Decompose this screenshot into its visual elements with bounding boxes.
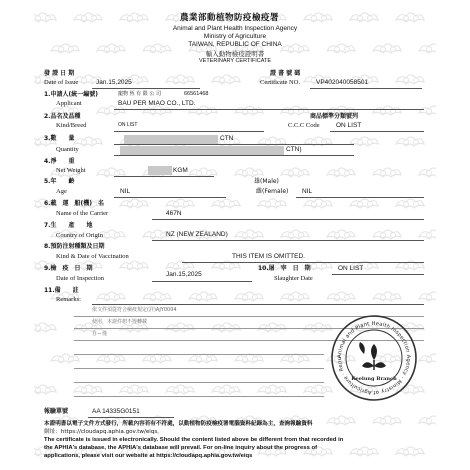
ccc-value: ON LIST bbox=[336, 122, 362, 129]
origin-label-en: Country of Origin bbox=[56, 232, 103, 239]
age-value: NIL bbox=[120, 188, 131, 195]
official-seal bbox=[330, 314, 418, 402]
ccc-label-en: C.C.C Code bbox=[288, 122, 320, 129]
age-label-zh: 5.年 齡 bbox=[44, 178, 75, 185]
report-no-label: 報驗單號 bbox=[44, 408, 69, 415]
applicant-id: 66561468 bbox=[184, 91, 209, 97]
seal-ring-text: Animal and Plant Health Inspection Agency · Ministry of Agriculture · Repu bbox=[336, 320, 412, 396]
issue-date-label-zh: 發 證 日 期 bbox=[44, 70, 75, 77]
notice-zh-2: 網址：https://cloudapq.aphia.gov.tw/eiqs。 bbox=[44, 429, 163, 435]
certificate-page bbox=[34, 8, 436, 464]
quantity-redaction-1 bbox=[124, 135, 218, 144]
carrier-label-zh: 6.載 運 船(機) 名 bbox=[44, 200, 104, 207]
weight-unit: KGM bbox=[173, 167, 188, 174]
vaccination-label-en: Kind & Date of Vaccination bbox=[56, 253, 129, 260]
origin-value: NZ (NEW ZEALAND) bbox=[166, 231, 228, 238]
weight-label-zh: 4.淨 重 bbox=[44, 158, 75, 165]
kind-label-en: Kind/Breed bbox=[56, 122, 87, 129]
quantity-label-zh: 3.數 量 bbox=[44, 135, 75, 142]
sex-male-label: 雄(Male) bbox=[254, 178, 279, 185]
seal-center-text: Keelung Branch bbox=[351, 376, 397, 382]
applicant-label-zh: 1.申請人(統一編號) bbox=[44, 91, 98, 98]
remarks-label-zh: 11.備 註 bbox=[44, 287, 79, 294]
sex-value: NIL bbox=[302, 188, 313, 195]
ccc-label-zh: 商品標準分類號列 bbox=[310, 113, 359, 120]
cert-no-label-zh: 證 書 號 碼 bbox=[270, 70, 301, 77]
report-no-value: AA 14335G0151 bbox=[92, 408, 140, 415]
agency-name-en: Animal and Plant Health Inspection Agency bbox=[172, 25, 298, 32]
sex-female-label: 雌(Female) bbox=[256, 188, 289, 195]
notice-en-3: applications, please visit our website at https://cloudapq.aphia.gov.tw/eiqs bbox=[44, 453, 253, 459]
inspection-label-en: Date of Inspection bbox=[56, 275, 105, 282]
cert-no-value: VP402040058501 bbox=[316, 79, 369, 86]
remark-line-1: 依文件須從符合檢疫規定(詳)AJY0004 bbox=[92, 307, 177, 313]
slaughter-label-zh: 10.屠 宰 日 期 bbox=[258, 265, 311, 272]
carrier-value: 467N bbox=[166, 210, 182, 217]
cert-title-en: VETERINARY CERTIFICATE bbox=[198, 58, 272, 64]
vaccination-value: THIS ITEM IS OMITTED. bbox=[232, 253, 305, 260]
weight-redaction bbox=[148, 166, 172, 175]
inspection-label-zh: 9.檢 疫 日 期 bbox=[44, 265, 93, 272]
seal-emblem-icon bbox=[359, 342, 386, 370]
notice-en-1: The certificate is issued in electronically. Should the content listed above be different from that recorded in bbox=[44, 437, 344, 443]
applicant-name-zh: 寵物 恆 有 限 公 司 bbox=[118, 91, 161, 97]
notice-zh-1: 本證明書以電子文件方式發行，所載內容若有不符處，以動植物防疫檢疫署電腦資料紀錄為主，查詢報驗資料 bbox=[44, 421, 313, 427]
remark-line-2: 使用，本證件恕不得轉載 bbox=[92, 319, 148, 325]
vaccination-label-zh: 8.預防注射種類及日期 bbox=[44, 243, 105, 250]
ministry-name: Ministry of Agriculture bbox=[203, 33, 267, 40]
inspection-value: Jan.15,2025 bbox=[166, 271, 202, 278]
issue-date-value: Jan.15,2025 bbox=[96, 79, 132, 86]
quantity-redaction-2 bbox=[120, 146, 284, 155]
remarks-label-en: Remarks: bbox=[56, 296, 81, 303]
kind-label-zh: 2.品名及品種 bbox=[44, 113, 81, 120]
slaughter-label-en: Slaughter Date bbox=[274, 275, 313, 282]
quantity-unit-1: CTN bbox=[220, 135, 234, 142]
carrier-label-en: Name of the Carrier bbox=[56, 210, 109, 217]
applicant-name-en: BAU PER MIAO CO., LTD. bbox=[118, 100, 196, 107]
agency-name-zh: 農業部動植物防疫檢疫署 bbox=[180, 13, 280, 23]
country-name: TAIWAN, REPUBLIC OF CHINA bbox=[188, 41, 282, 48]
svg-text:Animal and Plant Health Inspec bbox=[330, 314, 411, 395]
applicant-label-en: Applicant bbox=[56, 100, 82, 107]
cert-no-label-en: Certificate NO. bbox=[260, 79, 301, 86]
quantity-label-en: Quantity bbox=[56, 146, 79, 153]
origin-label-zh: 7.生 產 地 bbox=[44, 222, 93, 229]
cert-title-zh: 輸入動物檢疫證明書 bbox=[205, 50, 265, 58]
remark-line-3: 自ー僅 bbox=[92, 331, 108, 337]
kind-value: ON LIST bbox=[118, 122, 138, 128]
quantity-unit-2: CTN) bbox=[286, 146, 302, 153]
weight-label-en: Net Weight bbox=[56, 167, 86, 174]
notice-en-2: the APHIA's database, the APHIA's database will prevail. For on-line inquiry about the progress of bbox=[44, 445, 318, 451]
slaughter-value: ON LIST bbox=[338, 265, 364, 272]
age-label-en: Age bbox=[56, 188, 67, 195]
issue-date-label-en: Date of Issue bbox=[44, 79, 79, 86]
